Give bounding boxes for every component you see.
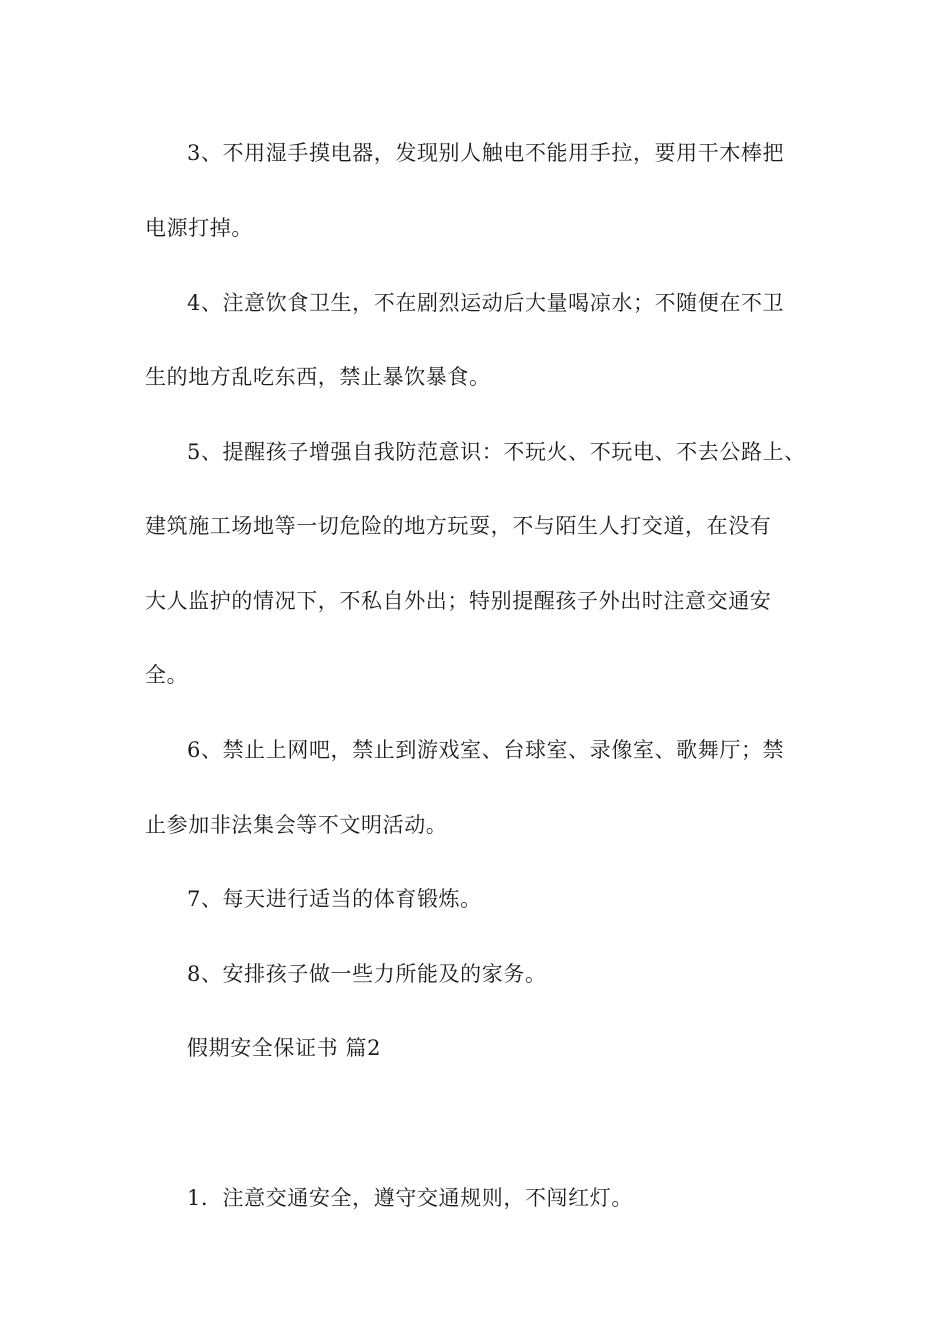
item-5-line-3: 大人监护的情况下，不私自外出；特别提醒孩子外出时注意交通安 <box>145 589 772 613</box>
section2-item-1-line: 1．注意交通安全，遵守交通规则，不闯红灯。 <box>187 1186 633 1210</box>
section-heading: 假期安全保证书 篇2 <box>187 1036 382 1060</box>
item-4-line-2: 生的地方乱吃东西，禁止暴饮暴食。 <box>145 365 491 389</box>
item-5-line-1: 5、提醒孩子增强自我防范意识：不玩火、不玩电、不去公路上、 <box>187 440 806 464</box>
item-4-line-1: 4、注意饮食卫生，不在剧烈运动后大量喝凉水；不随便在不卫 <box>187 291 785 315</box>
item-6-line-1: 6、禁止上网吧，禁止到游戏室、台球室、录像室、歌舞厅；禁 <box>187 738 785 762</box>
item-3-line-1: 3、不用湿手摸电器，发现别人触电不能用手拉，要用干木棒把 <box>187 141 785 165</box>
item-5-line-2: 建筑施工场地等一切危险的地方玩耍，不与陌生人打交道，在没有 <box>145 514 772 538</box>
item-8-line: 8、安排孩子做一些力所能及的家务。 <box>187 962 547 986</box>
item-3-line-2: 电源打掉。 <box>145 216 253 240</box>
item-7-line: 7、每天进行适当的体育锻炼。 <box>187 887 482 911</box>
item-6-line-2: 止参加非法集会等不文明活动。 <box>145 813 448 837</box>
item-5-line-4: 全。 <box>145 663 189 687</box>
